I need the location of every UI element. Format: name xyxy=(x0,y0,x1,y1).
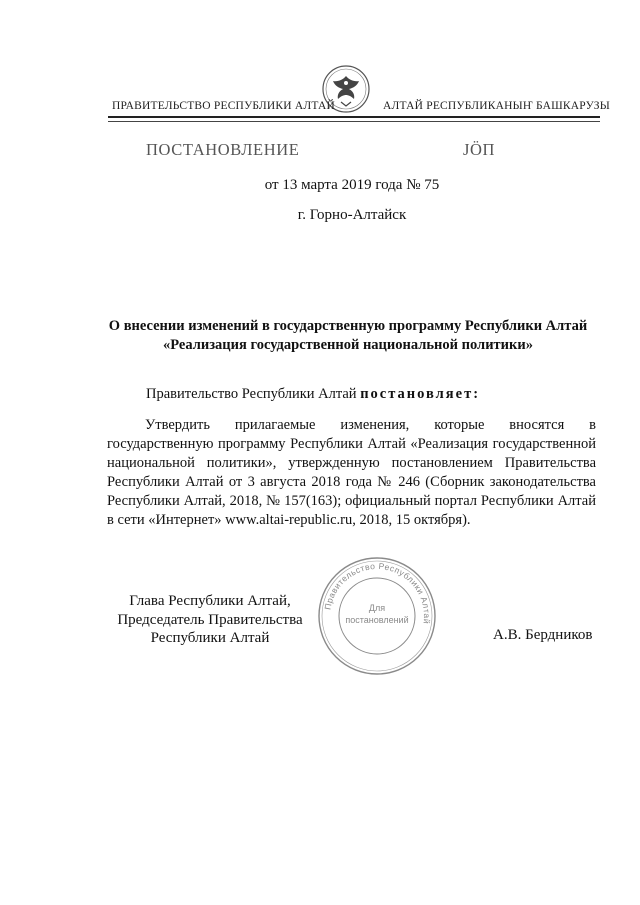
document-date: от 13 марта 2019 года № 75 xyxy=(264,177,440,193)
signatory-name: А.В. Бердников xyxy=(493,627,593,643)
document-title: О внесении изменений в государственную программу Республики Алтай «Реализация государственной национальной политики» xyxy=(108,318,588,353)
stamp-inner-line-1: Для xyxy=(368,603,386,613)
decree-prefix: Правительство Республики Алтай xyxy=(146,386,357,402)
decree-line xyxy=(146,386,480,403)
document-type-russian: ПОСТАНОВЛЕНИЕ xyxy=(146,140,300,159)
official-seal-stamp xyxy=(316,555,438,677)
stamp-inner-line-2: постановлений xyxy=(345,615,409,625)
header-divider xyxy=(108,116,600,118)
decree-verb: постановляет: xyxy=(360,386,481,402)
government-name-altai: АЛТАЙ РЕСПУБЛИКАНЫҤ БАШКАРУЗЫ xyxy=(383,100,610,112)
signatory-line-3: Республики Алтай xyxy=(150,630,270,646)
stamp-ring-text: Правительство Республики Алтай xyxy=(322,560,433,625)
signatory-line-2: Председатель Правительства xyxy=(117,611,303,628)
government-name-russian: ПРАВИТЕЛЬСТВО РЕСПУБЛИКИ АЛТАЙ xyxy=(112,100,336,112)
signatory-title xyxy=(100,592,320,648)
header-divider-thin xyxy=(108,121,600,122)
body-paragraph: Утвердить прилагаемые изменения, которые вносятся в государственную программу Республики Алтай «Реализация государственной национальной политики», утвержденную постановлением Правительства Республики Алтай от 3 августа 2018 года № 246 (Сборник законодательства Республики Алтай, 2018, № 157(163); официальный портал Республики Алтай в сети «Интернет» www.altai-republic.ru, 2018, 15 октября). xyxy=(107,417,596,528)
signatory-line-1: Глава Республики Алтай, xyxy=(129,593,291,609)
document-type-altai: JÖП xyxy=(463,140,496,159)
document-city: г. Горно-Алтайск xyxy=(297,207,407,223)
